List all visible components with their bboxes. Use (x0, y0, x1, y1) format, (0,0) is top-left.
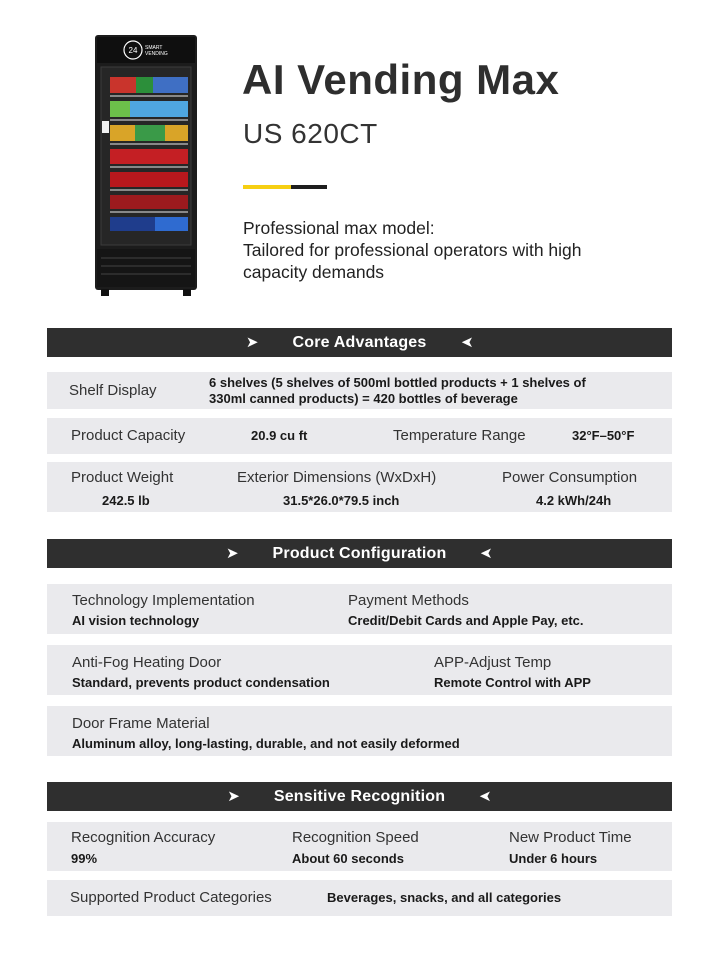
product-description (243, 217, 683, 283)
new-product-label: New Product Time (509, 829, 632, 846)
antifog-label: Anti-Fog Heating Door (72, 654, 222, 671)
app-temp-value: Remote Control with APP (434, 675, 591, 690)
accent-divider (243, 185, 327, 189)
description-line: capacity demands (243, 262, 385, 282)
arrow-left-icon: ➤ (480, 545, 494, 562)
speed-label: Recognition Speed (292, 829, 419, 846)
capacity-temp-row (47, 418, 672, 454)
shelf-display-value (209, 375, 659, 407)
door-frame-row (47, 706, 672, 756)
section-header-config (47, 539, 672, 568)
badge-line2: VENDING (145, 51, 168, 57)
app-temp-label: APP-Adjust Temp (434, 654, 552, 671)
shelf-value-line: 6 shelves (5 shelves of 500ml bottled products + 1 shelves of (209, 375, 586, 390)
fog-app-row (47, 645, 672, 695)
categories-value: Beverages, snacks, and all categories (327, 890, 562, 905)
section-title: Sensitive Recognition (273, 787, 446, 805)
product-model: US 620CT (243, 118, 378, 149)
shelf-value-line: 330ml canned products) = 420 bottles of beverage (209, 391, 518, 406)
categories-label: Supported Product Categories (70, 889, 272, 906)
power-label: Power Consumption (502, 469, 638, 486)
tech-payment-row (47, 584, 672, 634)
accuracy-value: 99% (71, 851, 98, 866)
arrow-right-icon: ➤ (225, 545, 239, 562)
product-title: AI Vending Max (242, 56, 560, 103)
power-value: 4.2 kWh/24h (536, 493, 612, 508)
payment-label: Payment Methods (348, 592, 469, 609)
vending-machine-image (95, 35, 197, 297)
shelf-display-label: Shelf Display (69, 382, 157, 399)
dimensions-value: 31.5*26.0*79.5 inch (283, 493, 400, 508)
section-header-recognition (47, 782, 672, 811)
shelf-display-row (47, 372, 672, 409)
weight-label: Product Weight (71, 469, 174, 486)
temperature-label: Temperature Range (393, 427, 526, 444)
categories-row (47, 880, 672, 916)
accuracy-label: Recognition Accuracy (71, 829, 216, 846)
door-frame-value: Aluminum alloy, long-lasting, durable, and not easily deformed (72, 736, 460, 751)
arrow-right-icon: ➤ (227, 788, 240, 805)
door-frame-label: Door Frame Material (72, 715, 210, 732)
payment-value: Credit/Debit Cards and Apple Pay, etc. (348, 613, 584, 628)
description-line: Tailored for professional operators with high (243, 240, 582, 260)
temperature-value: 32°F–50°F (572, 428, 635, 443)
badge-number: 24 (128, 46, 138, 55)
section-title: Core Advantages (292, 333, 427, 351)
weight-dims-power-row (47, 462, 672, 512)
badge-line1: SMART (145, 45, 163, 51)
weight-value: 242.5 lb (102, 493, 150, 508)
capacity-value: 20.9 cu ft (251, 428, 308, 443)
recognition-stats-row (47, 822, 672, 871)
technology-value: AI vision technology (72, 613, 200, 628)
arrow-right-icon: ➤ (245, 334, 259, 351)
speed-value: About 60 seconds (292, 851, 404, 866)
new-product-value: Under 6 hours (509, 851, 598, 866)
section-header-core (47, 328, 672, 357)
arrow-left-icon: ➤ (460, 334, 474, 351)
capacity-label: Product Capacity (71, 427, 186, 444)
section-title: Product Configuration (272, 544, 447, 562)
technology-label: Technology Implementation (72, 592, 255, 609)
antifog-value: Standard, prevents product condensation (72, 675, 330, 690)
dimensions-label: Exterior Dimensions (WxDxH) (237, 469, 437, 486)
arrow-left-icon: ➤ (479, 788, 492, 805)
description-line: Professional max model: (243, 218, 435, 238)
